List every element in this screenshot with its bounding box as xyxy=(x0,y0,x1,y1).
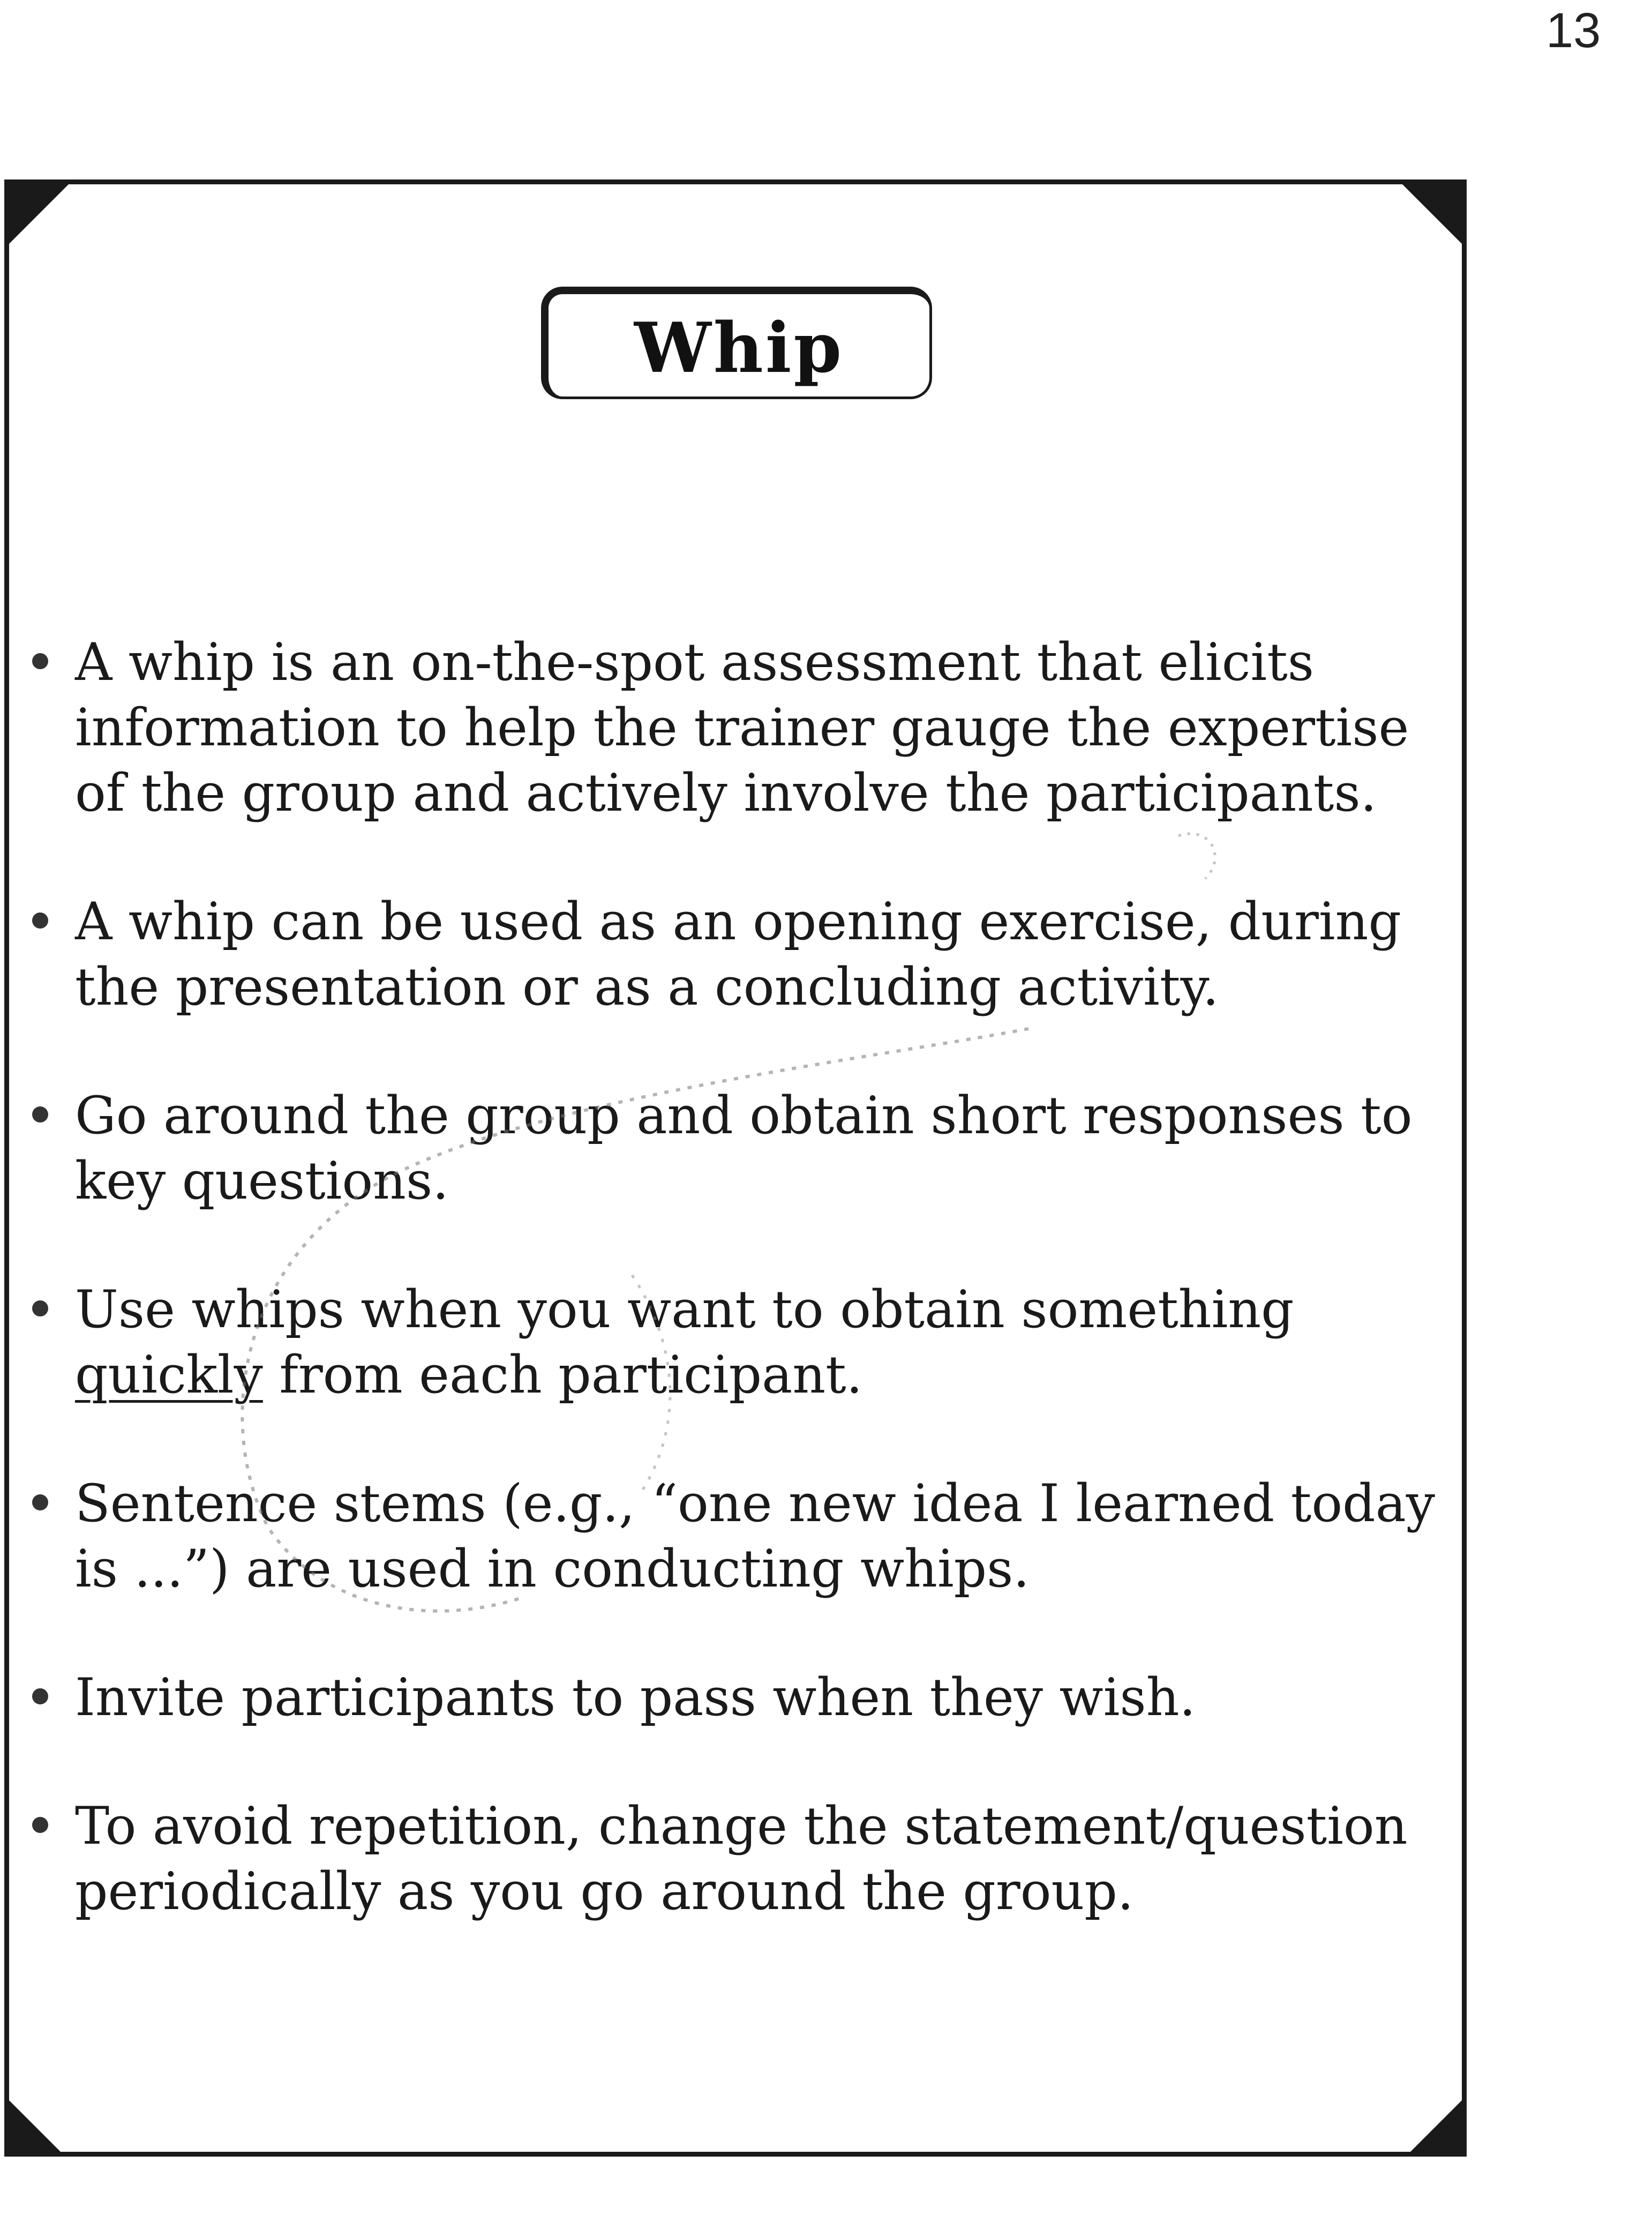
bullet-text: Invite participants to pass when they wish. xyxy=(75,1667,1196,1727)
bullet-item xyxy=(16,1793,1452,1924)
bullet-dot-icon xyxy=(32,1688,48,1704)
bullet-text: Sentence stems (e.g., “one new idea I learned today is ...”) are used in conducting whips. xyxy=(75,1473,1436,1599)
bullet-dot-icon xyxy=(32,912,48,929)
page-title: Whip xyxy=(634,308,844,388)
frame-corner-top-right xyxy=(1401,183,1463,245)
bullet-dot-icon xyxy=(32,653,48,669)
frame-corner-bottom-right xyxy=(1409,2099,1463,2153)
bullet-item xyxy=(16,1471,1452,1602)
bullet-dot-icon xyxy=(32,1494,48,1510)
page-number: 13 xyxy=(1546,3,1601,58)
bullet-dot-icon xyxy=(32,1817,48,1833)
bullet-text: A whip can be used as an opening exercise, during the presentation or as a concluding activity. xyxy=(75,892,1401,1017)
bullet-item xyxy=(16,1277,1452,1408)
bullet-text: Go around the group and obtain short responses to key questions. xyxy=(75,1086,1413,1211)
frame-corner-top-left xyxy=(8,183,70,245)
bullet-emphasis: quickly xyxy=(75,1345,263,1405)
bullet-dot-icon xyxy=(32,1300,48,1316)
bullet-item xyxy=(16,630,1452,826)
title-box xyxy=(541,287,932,399)
bullet-text: A whip is an on-the-spot assessment that elicits information to help the trainer gauge the expertise of the group and actively involve the participants. xyxy=(75,632,1409,823)
bullet-text: To avoid repetition, change the statement/question periodically as you go around the group. xyxy=(75,1796,1408,1921)
frame-corner-bottom-left xyxy=(8,2099,62,2153)
bullet-list xyxy=(16,630,1452,1987)
bullet-item xyxy=(16,1083,1452,1214)
bullet-dot-icon xyxy=(32,1106,48,1123)
bullet-item xyxy=(16,889,1452,1020)
bullet-item xyxy=(16,1665,1452,1730)
bullet-text-before: Use whips when you want to obtain something xyxy=(75,1279,1294,1340)
bullet-text-after: from each participant. xyxy=(262,1345,863,1405)
